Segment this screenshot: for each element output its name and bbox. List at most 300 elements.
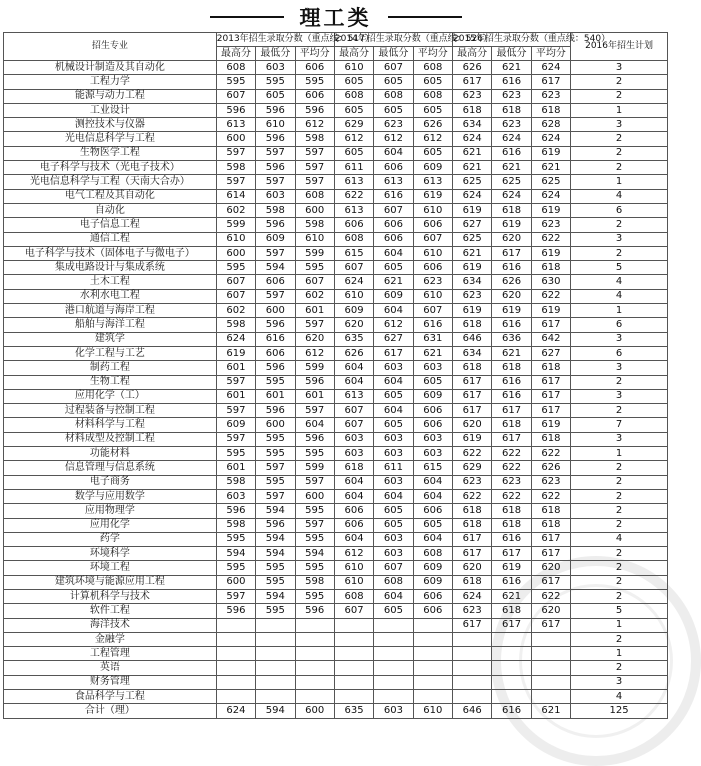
- cell-2014-max: 606: [334, 518, 373, 532]
- cell-plan-2016: 2: [571, 146, 668, 160]
- table-header: [4, 33, 668, 61]
- cell-2013-avg: 595: [295, 532, 334, 546]
- cell-2015-avg: 622: [531, 447, 570, 461]
- cell-2015-min: 616: [492, 532, 531, 546]
- cell-major: 应用化学: [4, 518, 217, 532]
- cell-2014-avg: 603: [413, 432, 452, 446]
- cell-2014-min: 616: [374, 189, 413, 203]
- cell-2015-max: 623: [453, 475, 492, 489]
- cell-2014-min: 605: [374, 604, 413, 618]
- header-major: 招生专业: [4, 33, 217, 61]
- cell-2013-min: 598: [256, 203, 295, 217]
- cell-2015-avg: [531, 690, 570, 704]
- cell-2014-max: [334, 690, 373, 704]
- header-2015-group: 2015年招生录取分数（重点线：540）: [453, 33, 571, 47]
- cell-2015-min: 625: [492, 175, 531, 189]
- cell-2013-max: 607: [216, 289, 255, 303]
- cell-2015-min: 618: [492, 103, 531, 117]
- cell-2014-min: 604: [374, 489, 413, 503]
- cell-2014-max: 608: [334, 232, 373, 246]
- cell-plan-2016: 2: [571, 404, 668, 418]
- cell-2013-min: 606: [256, 346, 295, 360]
- cell-major: 制药工程: [4, 361, 217, 375]
- cell-2015-avg: [531, 675, 570, 689]
- cell-2014-max: 635: [334, 704, 373, 718]
- cell-2015-max: 621: [453, 161, 492, 175]
- cell-2015-avg: 621: [531, 161, 570, 175]
- cell-2013-min: 596: [256, 318, 295, 332]
- cell-2014-max: 610: [334, 561, 373, 575]
- cell-2015-max: 619: [453, 432, 492, 446]
- table-row: [4, 575, 668, 589]
- cell-2015-min: 619: [492, 304, 531, 318]
- header-2014-min: 最低分: [374, 47, 413, 61]
- table-row: [4, 89, 668, 103]
- cell-2014-avg: [413, 618, 452, 632]
- title-right-rule: [388, 16, 462, 18]
- cell-2014-max: [334, 675, 373, 689]
- cell-2013-avg: 595: [295, 75, 334, 89]
- cell-2014-avg: 606: [413, 589, 452, 603]
- cell-2013-min: 596: [256, 103, 295, 117]
- cell-plan-2016: 2: [571, 575, 668, 589]
- cell-major: 电子信息工程: [4, 218, 217, 232]
- cell-2013-min: 616: [256, 332, 295, 346]
- cell-2015-avg: 617: [531, 389, 570, 403]
- table-row: [4, 475, 668, 489]
- cell-2013-max: [216, 675, 255, 689]
- cell-plan-2016: 2: [571, 75, 668, 89]
- cell-2015-max: 618: [453, 575, 492, 589]
- cell-plan-2016: 2: [571, 475, 668, 489]
- cell-2014-max: [334, 647, 373, 661]
- cell-2013-max: 619: [216, 346, 255, 360]
- cell-2015-max: 617: [453, 547, 492, 561]
- cell-2014-avg: [413, 675, 452, 689]
- cell-2014-max: 608: [334, 589, 373, 603]
- cell-2015-max: [453, 690, 492, 704]
- cell-2013-max: 596: [216, 604, 255, 618]
- cell-2013-avg: 597: [295, 475, 334, 489]
- cell-2014-min: 608: [374, 575, 413, 589]
- cell-2014-min: 605: [374, 103, 413, 117]
- cell-2015-max: 617: [453, 618, 492, 632]
- cell-2013-max: 598: [216, 318, 255, 332]
- cell-2014-max: 622: [334, 189, 373, 203]
- table-row: [4, 675, 668, 689]
- table-row: [4, 132, 668, 146]
- cell-2014-max: 624: [334, 275, 373, 289]
- table-row: [4, 375, 668, 389]
- cell-2015-max: [453, 647, 492, 661]
- cell-2015-min: 617: [492, 547, 531, 561]
- cell-2013-avg: 601: [295, 389, 334, 403]
- cell-2015-avg: 618: [531, 103, 570, 117]
- cell-2015-max: 619: [453, 261, 492, 275]
- cell-2015-max: 618: [453, 361, 492, 375]
- cell-2013-min: 594: [256, 589, 295, 603]
- cell-2015-max: 618: [453, 103, 492, 117]
- cell-2015-max: [453, 632, 492, 646]
- cell-2014-min: 605: [374, 261, 413, 275]
- cell-2015-min: [492, 647, 531, 661]
- cell-2013-max: 597: [216, 146, 255, 160]
- cell-2014-min: 603: [374, 704, 413, 718]
- cell-2015-max: 623: [453, 289, 492, 303]
- cell-major: 港口航道与海岸工程: [4, 304, 217, 318]
- cell-major: 能源与动力工程: [4, 89, 217, 103]
- cell-2014-avg: 613: [413, 175, 452, 189]
- cell-2013-max: 595: [216, 447, 255, 461]
- table-row: [4, 504, 668, 518]
- cell-2013-avg: 595: [295, 261, 334, 275]
- cell-2013-avg: 598: [295, 218, 334, 232]
- cell-2013-avg: 597: [295, 146, 334, 160]
- cell-2015-min: 621: [492, 589, 531, 603]
- cell-2015-avg: 617: [531, 618, 570, 632]
- cell-2014-avg: 605: [413, 103, 452, 117]
- cell-2013-avg: 612: [295, 346, 334, 360]
- cell-plan-2016: 2: [571, 547, 668, 561]
- cell-2013-max: 597: [216, 375, 255, 389]
- cell-major: 集成电路设计与集成系统: [4, 261, 217, 275]
- cell-plan-2016: 1: [571, 447, 668, 461]
- cell-2015-min: 620: [492, 289, 531, 303]
- cell-2013-min: 606: [256, 275, 295, 289]
- cell-2013-max: 610: [216, 232, 255, 246]
- cell-2013-min: 597: [256, 175, 295, 189]
- table-row: [4, 75, 668, 89]
- cell-2015-max: 617: [453, 75, 492, 89]
- cell-2014-min: 604: [374, 304, 413, 318]
- cell-2015-min: 622: [492, 489, 531, 503]
- cell-2014-min: 607: [374, 61, 413, 75]
- cell-2013-max: 597: [216, 175, 255, 189]
- cell-major: 生物医学工程: [4, 146, 217, 160]
- cell-2013-max: 607: [216, 275, 255, 289]
- cell-2015-avg: 622: [531, 232, 570, 246]
- cell-2015-avg: 623: [531, 89, 570, 103]
- cell-2013-max: 596: [216, 504, 255, 518]
- cell-plan-2016: 2: [571, 246, 668, 260]
- cell-2015-min: 626: [492, 275, 531, 289]
- table-row: [4, 175, 668, 189]
- cell-2014-avg: 605: [413, 146, 452, 160]
- header-2014-max: 最高分: [334, 47, 373, 61]
- table-row: [4, 304, 668, 318]
- cell-major: 药学: [4, 532, 217, 546]
- cell-2015-min: 623: [492, 89, 531, 103]
- cell-2015-max: 617: [453, 375, 492, 389]
- cell-2014-max: 635: [334, 332, 373, 346]
- cell-2015-min: 624: [492, 189, 531, 203]
- cell-2013-min: [256, 690, 295, 704]
- cell-2015-min: 619: [492, 561, 531, 575]
- cell-2013-max: 624: [216, 332, 255, 346]
- cell-2013-min: 595: [256, 575, 295, 589]
- cell-major: 电子科学与技术（固体电子与微电子）: [4, 246, 217, 260]
- cell-2014-avg: 621: [413, 346, 452, 360]
- cell-2015-min: 621: [492, 346, 531, 360]
- cell-2014-min: 621: [374, 275, 413, 289]
- cell-2013-avg: [295, 618, 334, 632]
- cell-2014-max: 607: [334, 418, 373, 432]
- cell-2013-min: 594: [256, 547, 295, 561]
- cell-2013-min: [256, 647, 295, 661]
- cell-2013-min: 597: [256, 146, 295, 160]
- cell-major: 功能材料: [4, 447, 217, 461]
- cell-2013-max: 597: [216, 432, 255, 446]
- cell-major: 海洋技术: [4, 618, 217, 632]
- cell-2013-avg: 600: [295, 489, 334, 503]
- table-row: [4, 189, 668, 203]
- cell-2015-avg: 617: [531, 575, 570, 589]
- cell-2013-min: 600: [256, 304, 295, 318]
- table-row: [4, 389, 668, 403]
- cell-2015-avg: 624: [531, 189, 570, 203]
- table-row: [4, 604, 668, 618]
- cell-2013-avg: [295, 647, 334, 661]
- cell-2014-min: 606: [374, 161, 413, 175]
- cell-major: 机械设计制造及其自动化: [4, 61, 217, 75]
- cell-2013-avg: 597: [295, 404, 334, 418]
- table-row: [4, 232, 668, 246]
- cell-2014-min: 604: [374, 375, 413, 389]
- cell-2013-max: 598: [216, 475, 255, 489]
- cell-plan-2016: 2: [571, 89, 668, 103]
- cell-2013-avg: 597: [295, 161, 334, 175]
- cell-2014-avg: 609: [413, 161, 452, 175]
- cell-2015-avg: 617: [531, 375, 570, 389]
- cell-2015-max: 620: [453, 561, 492, 575]
- cell-plan-2016: 2: [571, 632, 668, 646]
- table-row: [4, 275, 668, 289]
- cell-2013-min: 596: [256, 218, 295, 232]
- table-row: [4, 404, 668, 418]
- cell-2014-avg: 609: [413, 561, 452, 575]
- cell-2015-max: [453, 675, 492, 689]
- cell-2015-max: 634: [453, 275, 492, 289]
- cell-2014-avg: 604: [413, 489, 452, 503]
- cell-major: 工程力学: [4, 75, 217, 89]
- cell-2015-max: 634: [453, 346, 492, 360]
- cell-2013-min: 596: [256, 132, 295, 146]
- cell-2014-min: 612: [374, 132, 413, 146]
- cell-2013-max: 624: [216, 704, 255, 718]
- cell-2015-max: 619: [453, 304, 492, 318]
- cell-2013-max: 601: [216, 461, 255, 475]
- cell-2013-avg: 606: [295, 61, 334, 75]
- cell-2014-max: [334, 661, 373, 675]
- cell-2014-max: 613: [334, 203, 373, 217]
- cell-2014-avg: 606: [413, 261, 452, 275]
- cell-2013-avg: 595: [295, 589, 334, 603]
- cell-2013-max: 600: [216, 575, 255, 589]
- cell-2013-avg: 595: [295, 447, 334, 461]
- cell-2014-avg: 610: [413, 289, 452, 303]
- cell-2013-max: 598: [216, 161, 255, 175]
- cell-2015-max: 621: [453, 246, 492, 260]
- cell-2013-min: 596: [256, 161, 295, 175]
- cell-plan-2016: 1: [571, 618, 668, 632]
- cell-major: 电气工程及其自动化: [4, 189, 217, 203]
- cell-2014-avg: 603: [413, 361, 452, 375]
- cell-plan-2016: 3: [571, 118, 668, 132]
- cell-major: 光电信息科学与工程: [4, 132, 217, 146]
- cell-2015-avg: 627: [531, 346, 570, 360]
- cell-2014-avg: [413, 647, 452, 661]
- cell-2015-avg: 620: [531, 561, 570, 575]
- page-title: 理工类: [299, 5, 372, 30]
- cell-2013-avg: [295, 690, 334, 704]
- cell-2014-max: 607: [334, 261, 373, 275]
- cell-2015-avg: 617: [531, 547, 570, 561]
- cell-2013-max: 609: [216, 418, 255, 432]
- cell-2015-min: 618: [492, 203, 531, 217]
- cell-major: 船舶与海洋工程: [4, 318, 217, 332]
- cell-2015-min: 636: [492, 332, 531, 346]
- cell-2014-max: 605: [334, 103, 373, 117]
- table-row: [4, 146, 668, 160]
- table-row: [4, 661, 668, 675]
- cell-2013-min: 594: [256, 704, 295, 718]
- cell-2013-max: 601: [216, 389, 255, 403]
- cell-2015-avg: [531, 647, 570, 661]
- table-row: [4, 161, 668, 175]
- cell-plan-2016: 2: [571, 504, 668, 518]
- cell-2014-min: 609: [374, 289, 413, 303]
- cell-2014-min: 607: [374, 561, 413, 575]
- cell-2015-avg: 628: [531, 118, 570, 132]
- cell-2015-avg: 619: [531, 418, 570, 432]
- cell-2015-max: 623: [453, 89, 492, 103]
- cell-2015-avg: 642: [531, 332, 570, 346]
- cell-2013-max: 595: [216, 532, 255, 546]
- cell-2015-max: 617: [453, 404, 492, 418]
- cell-2015-min: [492, 690, 531, 704]
- cell-2014-max: 604: [334, 375, 373, 389]
- cell-2013-avg: 607: [295, 275, 334, 289]
- cell-major: 材料成型及控制工程: [4, 432, 217, 446]
- cell-2014-max: 618: [334, 461, 373, 475]
- cell-2014-avg: 615: [413, 461, 452, 475]
- cell-2013-max: 595: [216, 261, 255, 275]
- cell-2013-avg: 608: [295, 189, 334, 203]
- cell-2013-avg: [295, 675, 334, 689]
- cell-2013-min: 596: [256, 361, 295, 375]
- cell-2014-min: [374, 632, 413, 646]
- cell-2015-avg: 626: [531, 461, 570, 475]
- cell-major: 工业设计: [4, 103, 217, 117]
- cell-2015-min: 616: [492, 704, 531, 718]
- table-row: [4, 489, 668, 503]
- cell-plan-2016: 2: [571, 161, 668, 175]
- cell-plan-2016: 3: [571, 361, 668, 375]
- cell-2014-min: 608: [374, 89, 413, 103]
- cell-2014-avg: 626: [413, 118, 452, 132]
- cell-2013-avg: 598: [295, 575, 334, 589]
- cell-2013-min: [256, 632, 295, 646]
- cell-major: 环境科学: [4, 547, 217, 561]
- cell-2013-max: [216, 690, 255, 704]
- cell-plan-2016: 2: [571, 489, 668, 503]
- cell-2014-max: 604: [334, 361, 373, 375]
- cell-2015-min: 616: [492, 75, 531, 89]
- cell-2014-avg: 619: [413, 189, 452, 203]
- cell-2013-min: 594: [256, 532, 295, 546]
- cell-2013-avg: 594: [295, 547, 334, 561]
- cell-2014-max: 605: [334, 146, 373, 160]
- cell-2013-avg: 596: [295, 604, 334, 618]
- cell-2015-max: 622: [453, 489, 492, 503]
- cell-major: 化学工程与工艺: [4, 346, 217, 360]
- cell-2015-min: [492, 661, 531, 675]
- cell-major: 英语: [4, 661, 217, 675]
- cell-2013-min: 603: [256, 61, 295, 75]
- cell-2013-avg: 600: [295, 203, 334, 217]
- cell-plan-2016: 125: [571, 704, 668, 718]
- cell-2013-avg: 596: [295, 375, 334, 389]
- cell-2015-avg: 621: [531, 704, 570, 718]
- cell-2015-max: 646: [453, 332, 492, 346]
- cell-2015-max: 626: [453, 61, 492, 75]
- cell-2014-min: 612: [374, 318, 413, 332]
- table-row: [4, 118, 668, 132]
- cell-2015-min: 621: [492, 161, 531, 175]
- table-row: [4, 332, 668, 346]
- cell-2013-min: [256, 661, 295, 675]
- cell-major: 金融学: [4, 632, 217, 646]
- cell-plan-2016: 2: [571, 661, 668, 675]
- cell-2013-avg: 604: [295, 418, 334, 432]
- cell-2013-avg: 596: [295, 432, 334, 446]
- cell-2014-min: 603: [374, 361, 413, 375]
- cell-2013-max: 597: [216, 589, 255, 603]
- cell-2014-max: 615: [334, 246, 373, 260]
- cell-2013-max: 614: [216, 189, 255, 203]
- cell-2013-min: 595: [256, 604, 295, 618]
- cell-2015-avg: 622: [531, 289, 570, 303]
- cell-2014-min: 603: [374, 532, 413, 546]
- cell-2014-max: 603: [334, 447, 373, 461]
- table-row: [4, 346, 668, 360]
- cell-2013-max: 594: [216, 547, 255, 561]
- cell-2014-max: 613: [334, 175, 373, 189]
- cell-plan-2016: 6: [571, 318, 668, 332]
- cell-2015-max: 624: [453, 589, 492, 603]
- cell-2015-min: 617: [492, 618, 531, 632]
- cell-major: 财务管理: [4, 675, 217, 689]
- table-row: [4, 461, 668, 475]
- cell-2015-max: 617: [453, 389, 492, 403]
- cell-plan-2016: 6: [571, 203, 668, 217]
- cell-2014-avg: 609: [413, 389, 452, 403]
- header-2014-avg: 平均分: [413, 47, 452, 61]
- cell-major: 材料科学与工程: [4, 418, 217, 432]
- cell-2013-max: 603: [216, 489, 255, 503]
- cell-plan-2016: 1: [571, 103, 668, 117]
- cell-2014-min: 607: [374, 203, 413, 217]
- cell-major: 自动化: [4, 203, 217, 217]
- cell-2015-min: 616: [492, 146, 531, 160]
- cell-2014-min: 603: [374, 475, 413, 489]
- cell-2014-min: 613: [374, 175, 413, 189]
- cell-plan-2016: 4: [571, 532, 668, 546]
- cell-2014-avg: 606: [413, 218, 452, 232]
- cell-2014-max: 603: [334, 432, 373, 446]
- cell-2015-max: 625: [453, 175, 492, 189]
- cell-2015-max: 618: [453, 318, 492, 332]
